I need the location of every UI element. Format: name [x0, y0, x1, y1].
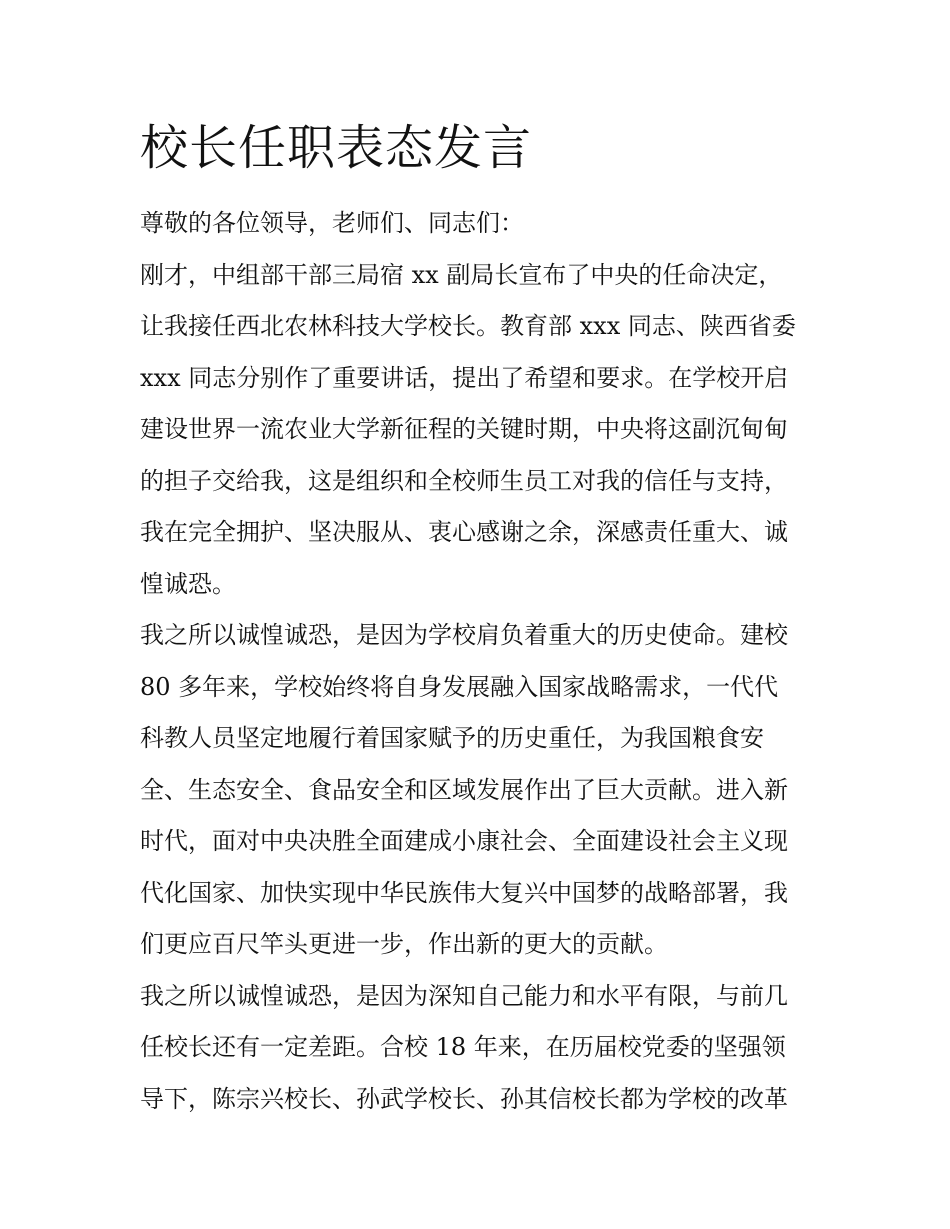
- text-line: 任校长还有一定差距。合校 18 年来，在历届校党委的坚强领: [140, 1033, 786, 1061]
- document-body: [140, 200, 820, 1127]
- text-line: 科教人员坚定地履行着国家赋予的历史重任，为我国粮食安: [140, 724, 764, 752]
- text-line: 代化国家、加快实现中华民族伟大复兴中国梦的战略部署，我: [140, 878, 788, 907]
- text-line: 导下，陈宗兴校长、孙武学校长、孙其信校长都为学校的改革: [140, 1084, 788, 1113]
- text-line: 惶诚恐。: [140, 569, 236, 598]
- document-title: 校长任职表态发言: [140, 120, 533, 176]
- text-line: 们更应百尺竿头更进一步，作出新的更大的贡献。: [140, 930, 668, 958]
- text-line: 80 多年来，学校始终将自身发展融入国家战略需求，一代代: [140, 672, 779, 701]
- text-line: 的担子交给我，这是组织和全校师生员工对我的信任与支持，: [140, 466, 788, 495]
- text-line: 让我接任西北农林科技大学校长。教育部 xxx 同志、陕西省委: [140, 312, 796, 340]
- text-line: 我之所以诚惶诚恐，是因为深知自己能力和水平有限，与前几: [140, 981, 788, 1010]
- text-line: 我在完全拥护、坚决服从、衷心感谢之余，深感责任重大、诚: [140, 518, 788, 546]
- text-line: 时代，面对中央决胜全面建成小康社会、全面建设社会主义现: [140, 827, 788, 855]
- text-line: 我之所以诚惶诚恐，是因为学校肩负着重大的历史使命。建校: [140, 621, 788, 649]
- text-line: 刚才，中组部干部三局宿 xx 副局长宣布了中央的任命决定，: [140, 260, 783, 289]
- text-line: 建设世界一流农业大学新征程的关键时期，中央将这副沉甸甸: [140, 415, 788, 443]
- text-line: 全、生态安全、食品安全和区域发展作出了巨大贡献。进入新: [140, 775, 788, 804]
- text-line: xxx 同志分别作了重要讲话，提出了希望和要求。在学校开启: [140, 363, 789, 392]
- text-line: 尊敬的各位领导，老师们、同志们：: [140, 209, 524, 237]
